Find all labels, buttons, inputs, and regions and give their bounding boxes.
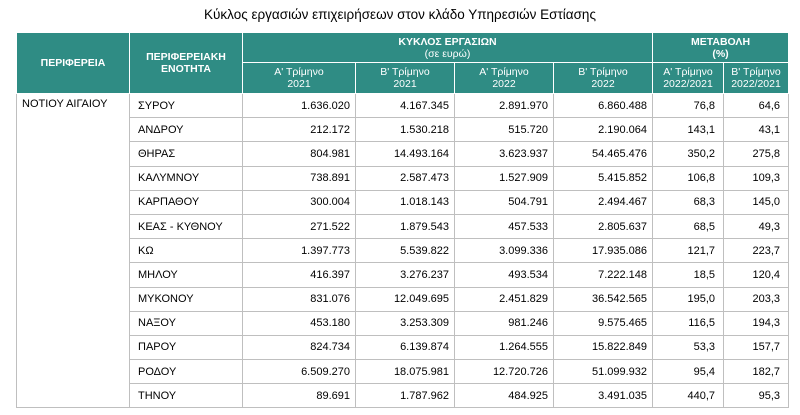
q2-2022-cell: 2.190.064 bbox=[554, 118, 653, 142]
change-q2-cell: 194,3 bbox=[724, 311, 789, 335]
change-q1-cell: 350,2 bbox=[653, 142, 724, 166]
q1-2022-cell: 493.534 bbox=[455, 263, 554, 287]
table-header bbox=[17, 33, 789, 94]
q1-2022-cell: 2.891.970 bbox=[455, 94, 554, 118]
table-title: Κύκλος εργασιών επιχειρήσεων στον κλάδο Υπηρεσιών Εστίασης bbox=[204, 7, 596, 22]
q2-2022-cell: 9.575.465 bbox=[554, 311, 653, 335]
change-q2-cell: 43,1 bbox=[724, 118, 789, 142]
region-cell: ΝΟΤΙΟΥ ΑΙΓΑΙΟΥ bbox=[17, 94, 130, 408]
table-row bbox=[17, 360, 789, 384]
q1-2022-cell: 504.791 bbox=[455, 190, 554, 214]
q1-2022-cell: 12.720.726 bbox=[455, 360, 554, 384]
table-row bbox=[17, 94, 789, 118]
q1-2021-cell: 804.981 bbox=[243, 142, 356, 166]
q1-2021-cell: 271.522 bbox=[243, 214, 356, 238]
regional-unit-cell: ΚΑΡΠΑΘΟΥ bbox=[130, 190, 243, 214]
regional-unit-cell: ΡΟΔΟΥ bbox=[130, 360, 243, 384]
regional-unit-cell: ΜΥΚΟΝΟΥ bbox=[130, 287, 243, 311]
q2-2022-cell: 54.465.476 bbox=[554, 142, 653, 166]
header-q1-2022-line1: Α' Τρίμηνο bbox=[479, 66, 529, 78]
q1-2022-cell: 3.099.336 bbox=[455, 239, 554, 263]
q1-2022-cell: 484.925 bbox=[455, 384, 554, 408]
regional-unit-cell: ΠΑΡΟΥ bbox=[130, 335, 243, 359]
header-change-q2 bbox=[724, 63, 789, 94]
q2-2021-cell: 3.253.309 bbox=[356, 311, 455, 335]
change-q2-cell: 64,6 bbox=[724, 94, 789, 118]
q1-2021-cell: 300.004 bbox=[243, 190, 356, 214]
header-region: ΠΕΡΙΦΕΡΕΙΑ bbox=[17, 33, 130, 94]
header-change-line1: ΜΕΤΑΒΟΛΗ bbox=[691, 35, 751, 48]
change-q1-cell: 121,7 bbox=[653, 239, 724, 263]
header-q2-2022 bbox=[554, 63, 653, 94]
header-q1-2021 bbox=[243, 63, 356, 94]
header-change bbox=[653, 33, 789, 63]
table-row bbox=[17, 190, 789, 214]
table-row bbox=[17, 142, 789, 166]
turnover-table bbox=[16, 32, 789, 408]
q1-2021-cell: 831.076 bbox=[243, 287, 356, 311]
q2-2021-cell: 12.049.695 bbox=[356, 287, 455, 311]
regional-unit-cell: ΤΗΝΟΥ bbox=[130, 384, 243, 408]
q2-2022-cell: 17.935.086 bbox=[554, 239, 653, 263]
header-q1-2021-line2: 2021 bbox=[287, 78, 311, 90]
q1-2021-cell: 824.734 bbox=[243, 335, 356, 359]
q2-2022-cell: 7.222.148 bbox=[554, 263, 653, 287]
header-change-line2: (%) bbox=[712, 47, 729, 60]
table-row bbox=[17, 335, 789, 359]
change-q1-cell: 68,5 bbox=[653, 214, 724, 238]
table-row bbox=[17, 311, 789, 335]
change-q1-cell: 116,5 bbox=[653, 311, 724, 335]
q2-2022-cell: 2.494.467 bbox=[554, 190, 653, 214]
q1-2022-cell: 515.720 bbox=[455, 118, 554, 142]
q1-2021-cell: 453.180 bbox=[243, 311, 356, 335]
q2-2021-cell: 1.787.962 bbox=[356, 384, 455, 408]
change-q2-cell: 109,3 bbox=[724, 166, 789, 190]
header-q2-2021-line1: Β' Τρίμηνο bbox=[380, 66, 430, 78]
regional-unit-cell: ΚΩ bbox=[130, 239, 243, 263]
q1-2021-cell: 89.691 bbox=[243, 384, 356, 408]
header-q1-2021-line1: Α' Τρίμηνο bbox=[274, 66, 324, 78]
change-q1-cell: 76,8 bbox=[653, 94, 724, 118]
header-turnover bbox=[243, 33, 653, 63]
q1-2022-cell: 3.623.937 bbox=[455, 142, 554, 166]
q2-2022-cell: 15.822.849 bbox=[554, 335, 653, 359]
q2-2022-cell: 51.099.932 bbox=[554, 360, 653, 384]
header-q1-2022 bbox=[455, 63, 554, 94]
table-row bbox=[17, 384, 789, 408]
q1-2022-cell: 1.264.555 bbox=[455, 335, 554, 359]
change-q2-cell: 145,0 bbox=[724, 190, 789, 214]
q2-2021-cell: 1.530.218 bbox=[356, 118, 455, 142]
q1-2022-cell: 1.527.909 bbox=[455, 166, 554, 190]
header-regional-unit-line2: ΕΝΟΤΗΤΑ bbox=[161, 63, 211, 75]
header-turnover-line2: (σε ευρώ) bbox=[424, 47, 471, 60]
header-change-q1 bbox=[653, 63, 724, 94]
header-change-q2-line1: Β' Τρίμηνο bbox=[731, 66, 781, 78]
change-q1-cell: 18,5 bbox=[653, 263, 724, 287]
change-q1-cell: 95,4 bbox=[653, 360, 724, 384]
q1-2021-cell: 6.509.270 bbox=[243, 360, 356, 384]
table-row bbox=[17, 166, 789, 190]
regional-unit-cell: ΚΕΑΣ - ΚΥΘΝΟΥ bbox=[130, 214, 243, 238]
header-q2-2022-line2: 2022 bbox=[591, 78, 615, 90]
change-q2-cell: 120,4 bbox=[724, 263, 789, 287]
q2-2022-cell: 2.805.637 bbox=[554, 214, 653, 238]
change-q2-cell: 203,3 bbox=[724, 287, 789, 311]
q2-2021-cell: 5.539.822 bbox=[356, 239, 455, 263]
change-q2-cell: 95,3 bbox=[724, 384, 789, 408]
header-q1-2022-line2: 2022 bbox=[492, 78, 516, 90]
q2-2022-cell: 5.415.852 bbox=[554, 166, 653, 190]
change-q2-cell: 182,7 bbox=[724, 360, 789, 384]
table-row bbox=[17, 214, 789, 238]
q2-2021-cell: 4.167.345 bbox=[356, 94, 455, 118]
table-body bbox=[17, 94, 789, 408]
q2-2022-cell: 36.542.565 bbox=[554, 287, 653, 311]
header-change-q1-line2: 2022/2021 bbox=[663, 78, 713, 90]
q2-2021-cell: 1.879.543 bbox=[356, 214, 455, 238]
table-row bbox=[17, 239, 789, 263]
q1-2022-cell: 457.533 bbox=[455, 214, 554, 238]
q1-2021-cell: 212.172 bbox=[243, 118, 356, 142]
q1-2022-cell: 2.451.829 bbox=[455, 287, 554, 311]
regional-unit-cell: ΝΑΞΟΥ bbox=[130, 311, 243, 335]
table-row bbox=[17, 287, 789, 311]
q2-2022-cell: 6.860.488 bbox=[554, 94, 653, 118]
regional-unit-cell: ΣΥΡΟΥ bbox=[130, 94, 243, 118]
change-q2-cell: 157,7 bbox=[724, 335, 789, 359]
q1-2022-cell: 981.246 bbox=[455, 311, 554, 335]
q1-2021-cell: 738.891 bbox=[243, 166, 356, 190]
header-q2-2022-line1: Β' Τρίμηνο bbox=[578, 66, 628, 78]
change-q2-cell: 223,7 bbox=[724, 239, 789, 263]
header-change-q2-line2: 2022/2021 bbox=[731, 78, 781, 90]
q1-2021-cell: 416.397 bbox=[243, 263, 356, 287]
change-q1-cell: 440,7 bbox=[653, 384, 724, 408]
q1-2021-cell: 1.636.020 bbox=[243, 94, 356, 118]
change-q1-cell: 195,0 bbox=[653, 287, 724, 311]
header-regional-unit bbox=[130, 33, 243, 94]
regional-unit-cell: ΚΑΛΥΜΝΟΥ bbox=[130, 166, 243, 190]
q1-2021-cell: 1.397.773 bbox=[243, 239, 356, 263]
q2-2021-cell: 3.276.237 bbox=[356, 263, 455, 287]
change-q1-cell: 68,3 bbox=[653, 190, 724, 214]
q2-2021-cell: 14.493.164 bbox=[356, 142, 455, 166]
change-q1-cell: 106,8 bbox=[653, 166, 724, 190]
regional-unit-cell: ΑΝΔΡΟΥ bbox=[130, 118, 243, 142]
q2-2021-cell: 1.018.143 bbox=[356, 190, 455, 214]
regional-unit-cell: ΜΗΛΟΥ bbox=[130, 263, 243, 287]
change-q2-cell: 49,3 bbox=[724, 214, 789, 238]
header-regional-unit-line1: ΠΕΡΙΦΕΡΕΙΑΚΗ bbox=[146, 51, 226, 63]
header-change-q1-line1: Α' Τρίμηνο bbox=[663, 66, 713, 78]
change-q1-cell: 143,1 bbox=[653, 118, 724, 142]
header-turnover-line1: ΚΥΚΛΟΣ ΕΡΓΑΣΙΩΝ bbox=[398, 35, 497, 48]
table-row bbox=[17, 118, 789, 142]
q2-2021-cell: 18.075.981 bbox=[356, 360, 455, 384]
change-q1-cell: 53,3 bbox=[653, 335, 724, 359]
change-q2-cell: 275,8 bbox=[724, 142, 789, 166]
q2-2021-cell: 2.587.473 bbox=[356, 166, 455, 190]
table-row bbox=[17, 263, 789, 287]
header-q2-2021-line2: 2021 bbox=[393, 78, 417, 90]
header-q2-2021 bbox=[356, 63, 455, 94]
regional-unit-cell: ΘΗΡΑΣ bbox=[130, 142, 243, 166]
q2-2022-cell: 3.491.035 bbox=[554, 384, 653, 408]
q2-2021-cell: 6.139.874 bbox=[356, 335, 455, 359]
